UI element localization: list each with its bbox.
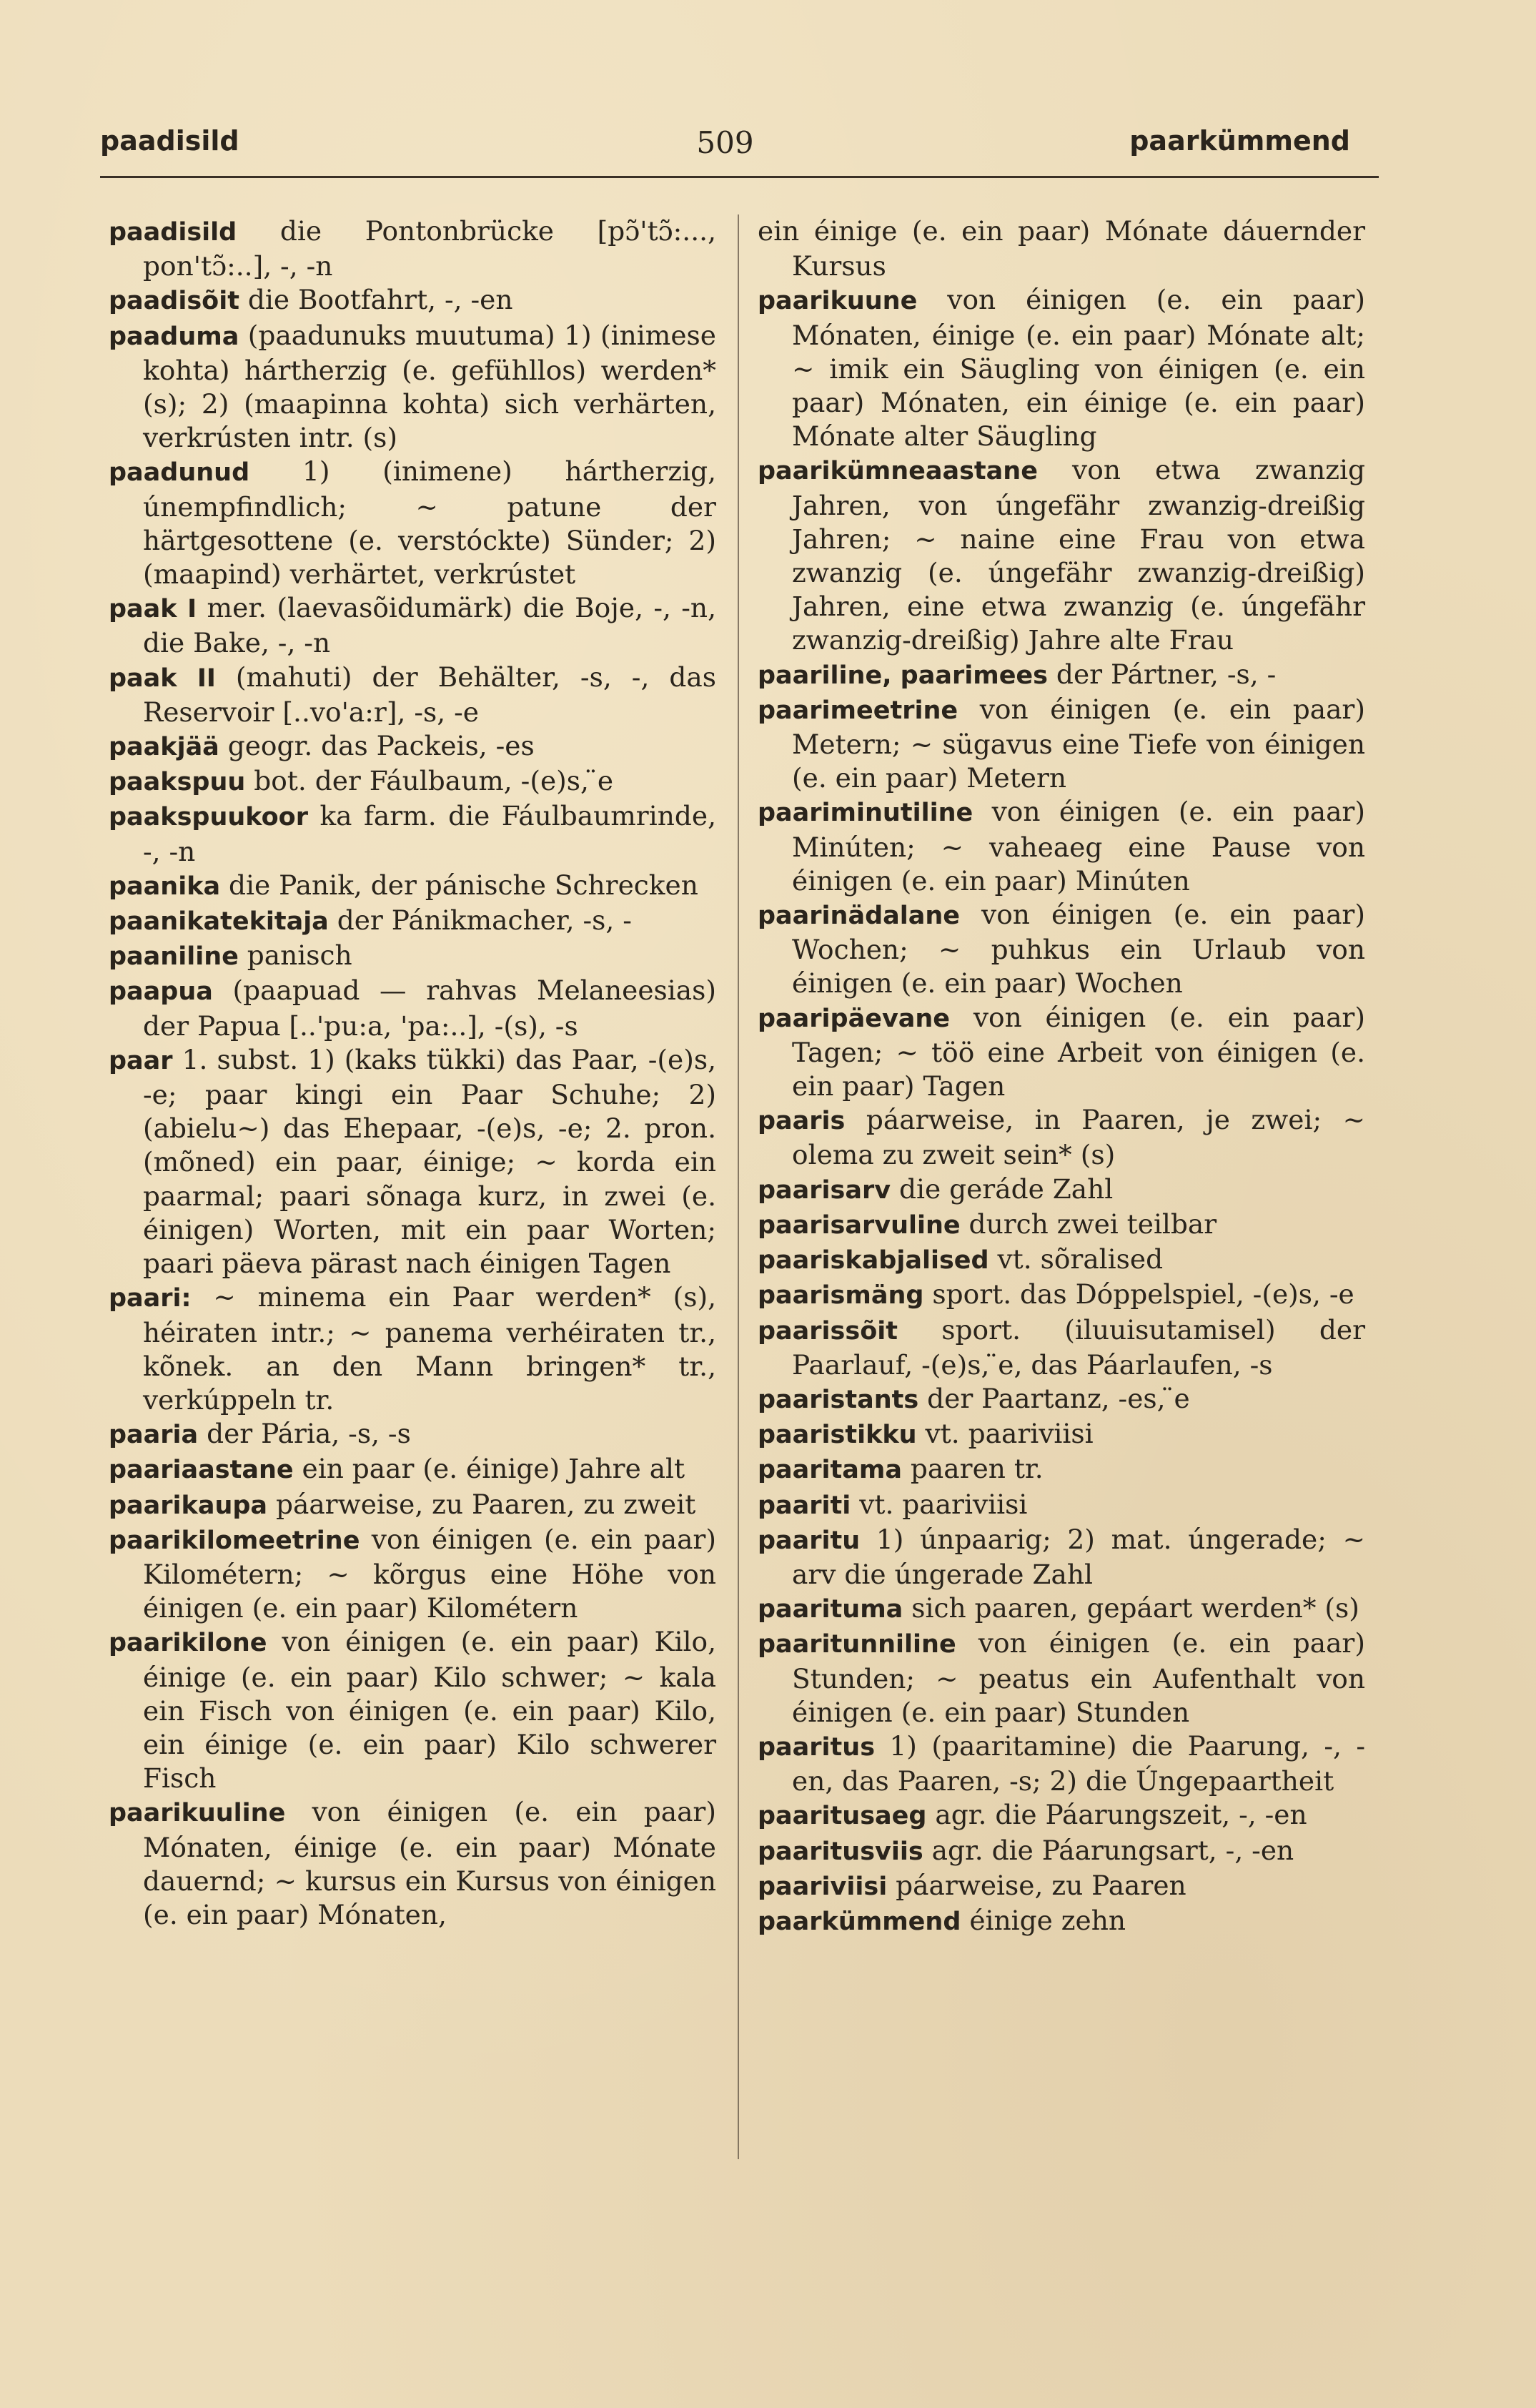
- entry-definition: páarweise, zu Paaren: [887, 1869, 1186, 1901]
- dictionary-entry: [758, 1278, 1365, 1313]
- entry-headword: paarituma: [758, 1595, 903, 1624]
- entry-headword: paaristikku: [758, 1421, 917, 1450]
- entry-headword: paarikuuline: [109, 1799, 286, 1828]
- dictionary-entry: [758, 1798, 1365, 1833]
- entry-headword: paarisarv: [758, 1175, 891, 1205]
- entry-headword: paariminutiline: [758, 799, 973, 828]
- entry-definition: die Panik, der pánische Schrecken: [220, 869, 698, 901]
- entry-headword: paar: [109, 1046, 173, 1075]
- dictionary-entry: [109, 1523, 716, 1626]
- entry-definition: von éinigen (e. ein paar) Kilo, éinige (e. ein paar) Kilo schwer; ~ kala ein Fisch von éinigen (e. ein paar) Kilo, ein éinige (e. ein paar) Kilo schwerer Fisch: [143, 1626, 716, 1795]
- entry-definition: páarweise, in Paaren, je zwei; ~ olema zu zweit sein* (s): [792, 1104, 1365, 1171]
- dictionary-entry: [109, 869, 716, 904]
- entry-definition: durch zwei teilbar: [960, 1208, 1217, 1240]
- entry-definition: (mahuti) der Behälter, -s, -, das Reservoir [..vo'a:r], -s, -e: [143, 661, 716, 728]
- entry-headword: paaritus: [758, 1732, 876, 1762]
- dictionary-entry: [758, 898, 1365, 1001]
- entry-definition: éinige zehn: [961, 1904, 1126, 1936]
- entry-definition: páarweise, zu Paaren, zu zweit: [267, 1488, 696, 1520]
- entry-definition: von etwa zwanzig Jahren, von úngefähr zwanzig-dreißig Jahren; ~ naine eine Frau von etwa zwanzig (e. úngefähr zwanzig-dreißig) Jahren, eine etwa zwanzig (e. úngefähr zwanzig-dreißig) Jahre alte Frau: [792, 454, 1365, 656]
- entry-definition: die Pontonbrücke [pɔ̃'tɔ̃:..., pon'tɔ̃:..], -, -n: [143, 215, 716, 282]
- entry-definition: der Pártner, -s, -: [1048, 658, 1277, 690]
- entry-definition: ~ minema ein Paar werden* (s), héiraten intr.; ~ panema verhéiraten tr., kõnek. an den Mann bringen* tr., verkúppeln tr.: [143, 1281, 716, 1416]
- entry-headword: paanika: [109, 872, 221, 901]
- entry-headword: paaritu: [758, 1526, 861, 1555]
- dictionary-entry: [109, 729, 716, 764]
- entry-headword: paadunud: [109, 458, 250, 488]
- entry-headword: paarimeetrine: [758, 696, 958, 725]
- entry-definition: (paadunuks muutuma) 1) (inimese kohta) hártherzig (e. gefühllos) werden* (s); 2) (maapinna kohta) sich verhärten, verkrústen intr. (s): [143, 319, 716, 454]
- dictionary-entry: [758, 1103, 1365, 1172]
- entry-headword: paakspuukoor: [109, 803, 308, 832]
- entry-headword: paarinädalane: [758, 902, 961, 931]
- dictionary-entry: [109, 904, 716, 939]
- entry-definition: von éinigen (e. ein paar) Wochen; ~ puhkus ein Urlaub von éinigen (e. ein paar) Wochen: [792, 899, 1365, 1000]
- entry-definition: ein paar (e. éinige) Jahre alt: [293, 1453, 685, 1485]
- entry-definition: von éinigen (e. ein paar) Mónaten, éinige (e. ein paar) Mónate dauernd; ~ kursus ein Kursus von éinigen (e. ein paar) Mónaten,: [143, 1796, 716, 1930]
- entry-headword: paariline, paarimees: [758, 661, 1049, 690]
- dictionary-entry: [758, 1869, 1365, 1904]
- entry-definition: geogr. das Packeis, -es: [219, 730, 535, 762]
- dictionary-entry: [109, 591, 716, 660]
- entry-definition: der Pánikmacher, -s, -: [328, 904, 632, 937]
- right-running-head: paarkümmend: [1129, 125, 1350, 157]
- dictionary-entry: [109, 764, 716, 799]
- dictionary-entry: [109, 1043, 716, 1281]
- entry-headword: paariaastane: [109, 1456, 294, 1485]
- entry-definition: der Paartanz, -es, ̈e: [918, 1382, 1190, 1414]
- dictionary-entry: [758, 1592, 1365, 1627]
- dictionary-entry: [758, 1834, 1365, 1869]
- entry-definition: agr. die Páarungsart, -, -en: [923, 1834, 1294, 1866]
- dictionary-entry: [109, 939, 716, 974]
- left-column: [109, 214, 716, 1932]
- entry-headword: paakspuu: [109, 768, 246, 797]
- dictionary-entry: [758, 795, 1365, 898]
- left-running-head: paadisild: [100, 125, 239, 157]
- entry-headword: paaripäevane: [758, 1004, 951, 1033]
- dictionary-entry: [758, 1452, 1365, 1487]
- entry-definition: 1. subst. 1) (kaks tükki) das Paar, -(e)s, -e; paar kingi ein Paar Schuhe; 2) (abielu~) das Ehepaar, -(e)s, -e; 2. pron. (mõned) ein paar, éinige; ~ korda ein paarmal; paari sõnaga kurz, in zwei (e. éinigen) Worten, mit ein paar Worten; paari päeva pärast nach éinigen Tagen: [143, 1043, 716, 1280]
- dictionary-entry: [758, 1208, 1365, 1243]
- entry-definition: ein éinige (e. ein paar) Mónate dáuernder Kursus: [758, 215, 1365, 282]
- entry-definition: 1) (inimene) hártherzig, únempfindlich; ~ patune der härtgesottene (e. verstóckte) Sünder; 2) (maapind) verhärtet, verkrústet: [143, 455, 716, 591]
- entry-definition: sich paaren, gepáart werden* (s): [903, 1592, 1359, 1624]
- entry-definition: vt. sõralised: [989, 1243, 1164, 1275]
- column-divider: [738, 214, 739, 2159]
- dictionary-entry: [758, 1313, 1365, 1382]
- entry-headword: paarisarvuline: [758, 1210, 961, 1240]
- dictionary-entry: [109, 1795, 716, 1932]
- entry-headword: paaritama: [758, 1456, 902, 1485]
- entry-definition: von éinigen (e. ein paar) Tagen; ~ töö eine Arbeit von éinigen (e. ein paar) Tagen: [792, 1001, 1365, 1102]
- dictionary-entry: [109, 1625, 716, 1795]
- entry-headword: paaritunniline: [758, 1630, 956, 1659]
- dictionary-entry: [109, 1281, 716, 1417]
- dictionary-entry: [109, 214, 716, 283]
- entry-definition: panisch: [238, 939, 352, 972]
- entry-definition: vt. paariviisi: [851, 1488, 1028, 1520]
- entry-definition: die geráde Zahl: [891, 1173, 1114, 1205]
- entry-headword: paariviisi: [758, 1872, 888, 1901]
- entry-definition: sport. (iluuisutamisel) der Paarlauf, -(e)s, ̈e, das Páarlaufen, -s: [792, 1313, 1365, 1381]
- dictionary-entry: [109, 799, 716, 868]
- entry-headword: paarkümmend: [758, 1907, 961, 1936]
- entry-headword: paaria: [109, 1421, 199, 1450]
- entry-headword: paanikatekitaja: [109, 907, 329, 937]
- entry-definition: der Pária, -s, -s: [198, 1418, 411, 1450]
- dictionary-entry: [109, 455, 716, 591]
- header-rule: [100, 176, 1379, 178]
- dictionary-entry: [758, 1382, 1365, 1417]
- dictionary-entry: [758, 453, 1365, 657]
- entry-headword: paakjää: [109, 733, 219, 762]
- entry-definition: sport. das Dóppelspiel, -(e)s, -e: [923, 1278, 1354, 1311]
- entry-definition: 1) únpaarig; 2) mat. úngerade; ~ arv die úngerade Zahl: [792, 1523, 1365, 1590]
- right-column: [758, 214, 1365, 1939]
- dictionary-entry: [758, 1729, 1365, 1798]
- entry-headword: paarikilone: [109, 1629, 267, 1658]
- entry-headword: paaritusaeg: [758, 1802, 927, 1831]
- dictionary-entry: [758, 1173, 1365, 1208]
- entry-headword: paarissõit: [758, 1316, 898, 1346]
- dictionary-entry: [758, 1904, 1365, 1939]
- dictionary-entry: [109, 1452, 716, 1487]
- entry-definition: bot. der Fáulbaum, -(e)s, ̈e: [245, 765, 614, 797]
- entry-definition: von éinigen (e. ein paar) Metern; ~ sügavus eine Tiefe von éinigen (e. ein paar) Metern: [792, 693, 1365, 794]
- dictionary-entry: [109, 974, 716, 1042]
- entry-headword: paarismäng: [758, 1281, 924, 1311]
- entry-headword: paapua: [109, 977, 213, 1007]
- dictionary-entry: [109, 661, 716, 729]
- dictionary-entry: [758, 214, 1365, 283]
- dictionary-entry: [758, 693, 1365, 796]
- entry-headword: paaristants: [758, 1385, 919, 1414]
- entry-definition: ka farm. die Fáulbaumrinde, -, -n: [143, 800, 716, 867]
- entry-headword: paariti: [758, 1491, 851, 1520]
- entry-headword: paari:: [109, 1284, 192, 1313]
- entry-headword: paak I: [109, 595, 197, 624]
- entry-headword: paarikilomeetrine: [109, 1526, 360, 1555]
- entry-definition: die Bootfahrt, -, -en: [239, 284, 513, 316]
- dictionary-entry: [109, 1488, 716, 1523]
- dictionary-entry: [758, 658, 1365, 693]
- entry-headword: paarikaupa: [109, 1491, 268, 1520]
- entry-definition: (paapuad — rahvas Melaneesias) der Papua [..'pu:a, 'pa:..], -(s), -s: [143, 974, 716, 1042]
- entry-definition: paaren tr.: [902, 1453, 1044, 1485]
- page-number: 509: [696, 125, 754, 160]
- entry-headword: paarikümneaastane: [758, 457, 1038, 486]
- dictionary-entry: [758, 1627, 1365, 1729]
- dictionary-entry: [109, 283, 716, 318]
- entry-headword: paaris: [758, 1107, 846, 1136]
- entry-definition: agr. die Páarungszeit, -, -en: [926, 1799, 1307, 1831]
- entry-headword: paak II: [109, 663, 216, 693]
- dictionary-entry: [758, 1488, 1365, 1523]
- entry-definition: von éinigen (e. ein paar) Stunden; ~ peatus ein Aufenthalt von éinigen (e. ein paar) Stunden: [792, 1627, 1365, 1728]
- dictionary-entry: [758, 283, 1365, 453]
- dictionary-entry: [109, 319, 716, 455]
- entry-headword: paaritusviis: [758, 1837, 923, 1866]
- entry-definition: von éinigen (e. ein paar) Kilométern; ~ kõrgus eine Höhe von éinigen (e. ein paar) Kilométern: [143, 1523, 716, 1624]
- dictionary-entry: [758, 1001, 1365, 1104]
- page-header: [100, 125, 1350, 175]
- entry-headword: paaniline: [109, 942, 239, 972]
- dictionary-entry: [109, 1417, 716, 1452]
- entry-headword: paarikuune: [758, 287, 918, 316]
- entry-definition: vt. paariviisi: [916, 1418, 1094, 1450]
- entry-definition: von éinigen (e. ein paar) Mónaten, éinige (e. ein paar) Mónate alt; ~ imik ein Säugling von éinigen (e. ein paar) Mónaten, ein éinige (e. ein paar) Mónate alter Säugling: [792, 284, 1365, 453]
- dictionary-entry: [758, 1243, 1365, 1278]
- entry-definition: 1) (paaritamine) die Paarung, -, -en, das Paaren, -s; 2) die Úngepaartheit: [792, 1729, 1365, 1797]
- entry-definition: mer. (laevasõidumärk) die Boje, -, -n, die Bake, -, -n: [143, 592, 717, 659]
- dictionary-entry: [758, 1523, 1365, 1592]
- entry-headword: paariskabjalised: [758, 1246, 989, 1275]
- entry-headword: paadisild: [109, 218, 237, 247]
- entry-headword: paadisõit: [109, 287, 239, 316]
- entry-definition: von éinigen (e. ein paar) Minúten; ~ vaheaeg eine Pause von éinigen (e. ein paar) Minúten: [792, 796, 1365, 897]
- dictionary-entry: [758, 1417, 1365, 1452]
- entry-headword: paaduma: [109, 322, 239, 351]
